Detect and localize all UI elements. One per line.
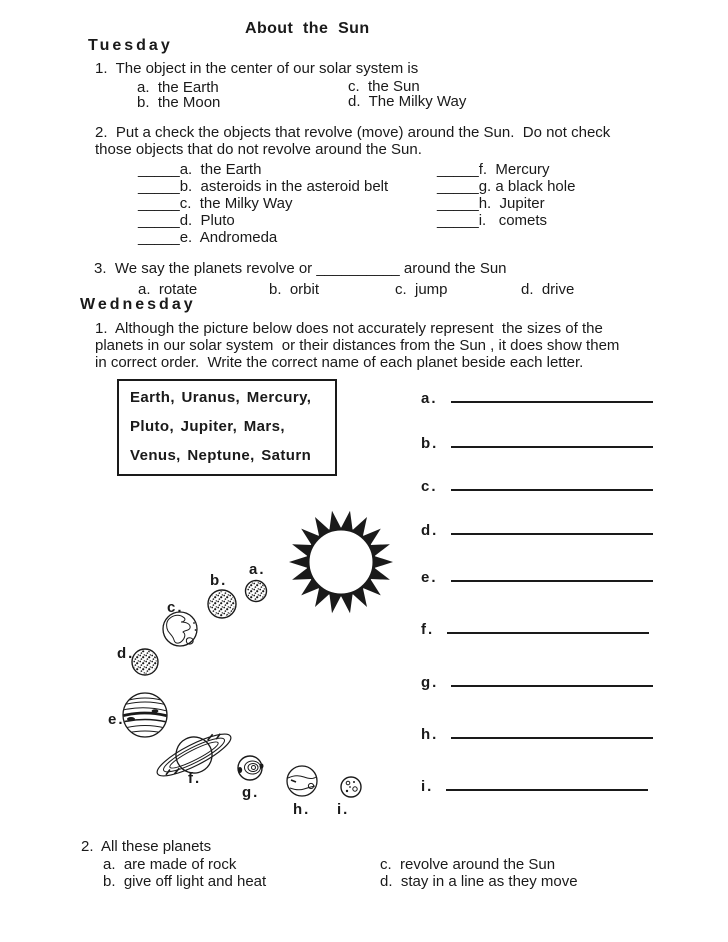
tuesday-q3-option-d: d. drive [521,281,575,298]
wednesday-q2-option-d: d. stay in a line as they move [380,873,578,890]
answer-letter: h. [421,726,439,743]
tuesday-q1-prompt: 1. The object in the center of our solar system is [95,60,419,77]
planet-a-mercury [246,581,267,602]
tuesday-q2-prompt-line1: 2. Put a check the objects that revolve (move) around the Sun. Do not check [95,124,611,141]
tuesday-q2-item-h: _____h. Jupiter [437,195,545,212]
answer-line [451,673,653,687]
tuesday-q2-item-b: _____b. asteroids in the asteroid belt [138,178,389,195]
diagram-label-g: g. [242,784,260,801]
planet-g-uranus [238,756,264,780]
answer-letter: i. [421,778,434,795]
answer-line [451,725,653,739]
planet-c-earth [163,612,197,646]
diagram-label-e: e. [108,711,125,728]
answer-line [451,521,653,535]
page-title: About the Sun [245,20,370,37]
answer-blank-e [421,568,653,586]
answer-blank-d [421,521,653,539]
answer-letter: e. [421,569,438,586]
answer-blank-f [421,620,649,638]
planet-e-jupiter [122,693,168,737]
diagram-label-d: d. [117,645,135,662]
diagram-label-a: a. [249,561,266,578]
answer-blank-i [421,777,648,795]
word-bank-line3: Venus, Neptune, Saturn [130,447,312,464]
planet-h-neptune [287,766,317,796]
tuesday-q1-option-d: d. The Milky Way [348,93,467,110]
wednesday-q1-line1: 1. Although the picture below does not accurately represent the sizes of the [95,320,603,337]
answer-line [451,477,653,491]
answer-line [451,568,653,582]
wednesday-q2-option-c: c. revolve around the Sun [380,856,556,873]
tuesday-q2-prompt-line2: those objects that do not revolve around the Sun. [95,141,422,158]
tuesday-q1-option-a: a. the Earth [137,79,219,96]
tuesday-heading: Tuesday [88,37,173,54]
sun-illustration [289,511,393,613]
diagram-label-i: i. [337,801,350,818]
word-bank-line2: Pluto, Jupiter, Mars, [130,418,285,435]
tuesday-q1-option-c: c. the Sun [348,78,420,95]
tuesday-q3-option-c: c. jump [395,281,448,298]
wednesday-heading: Wednesday [80,296,196,313]
answer-letter: d. [421,522,439,539]
tuesday-q2-item-a: _____a. the Earth [138,161,262,178]
tuesday-q1-option-b: b. the Moon [137,94,221,111]
diagram-label-c: c. [167,599,184,616]
answer-blank-a [421,389,653,407]
answer-letter: a. [421,390,438,407]
answer-letter: g. [421,674,439,691]
answer-line [447,620,649,634]
answer-letter: c. [421,478,438,495]
answer-line [446,777,648,791]
planet-b-venus [208,590,236,618]
wednesday-q2-option-a: a. are made of rock [103,856,237,873]
answer-letter: f. [421,621,435,638]
planet-d-mars [132,649,158,675]
tuesday-q2-item-f: _____f. Mercury [437,161,550,178]
wednesday-q1-line3: in correct order. Write the correct name of each planet beside each letter. [95,354,584,371]
tuesday-q2-item-c: _____c. the Milky Way [138,195,293,212]
planet-i-pluto [341,777,361,797]
diagram-label-b: b. [210,572,228,589]
wednesday-q1-line2: planets in our solar system or their distances from the Sun , it does show them [95,337,620,354]
tuesday-q3-prompt: 3. We say the planets revolve or __________ around the Sun [94,260,507,277]
diagram-label-h: h. [293,801,311,818]
answer-blank-b [421,434,653,452]
word-bank-box [117,379,337,476]
wednesday-q2-prompt: 2. All these planets [81,838,212,855]
solar-system-diagram [85,480,415,830]
tuesday-q2-item-g: _____g. a black hole [437,178,576,195]
answer-blank-c [421,477,653,495]
answer-line [451,389,653,403]
tuesday-q2-item-i: _____i. comets [437,212,548,229]
diagram-label-f: f. [188,770,202,787]
tuesday-q2-item-d: _____d. Pluto [138,212,235,229]
tuesday-q2-item-e: _____e. Andromeda [138,229,278,246]
answer-line [451,434,653,448]
answer-letter: b. [421,435,439,452]
answer-blank-g [421,673,653,691]
tuesday-q3-option-a: a. rotate [138,281,198,298]
word-bank-line1: Earth, Uranus, Mercury, [130,389,312,406]
answer-blank-h [421,725,653,743]
wednesday-q2-option-b: b. give off light and heat [103,873,267,890]
tuesday-q3-option-b: b. orbit [269,281,320,298]
